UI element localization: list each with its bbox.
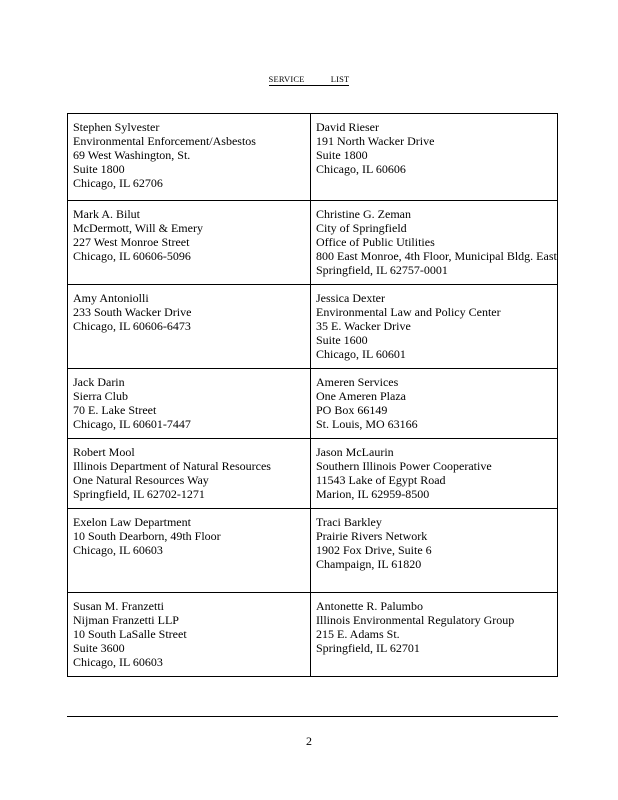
address-line: 215 E. Adams St. xyxy=(316,627,400,641)
service-list-body xyxy=(68,114,558,677)
address-line: Springfield, IL 62757-0001 xyxy=(316,263,448,277)
address-line: Nijman Franzetti LLP xyxy=(73,613,179,627)
service-list-table xyxy=(67,113,558,677)
table-row xyxy=(68,509,558,593)
address-line: 227 West Monroe Street xyxy=(73,235,190,249)
address-line: 10 South LaSalle Street xyxy=(73,627,187,641)
contact-name: Jessica Dexter xyxy=(316,291,385,305)
page-number: 2 xyxy=(306,734,312,748)
footer-rule xyxy=(67,716,558,717)
table-row xyxy=(68,285,558,369)
address-line: Springfield, IL 62701 xyxy=(316,641,420,655)
table-row xyxy=(68,114,558,201)
address-line: One Natural Resources Way xyxy=(73,473,209,487)
address-line: Chicago, IL 62706 xyxy=(73,176,163,190)
address-line: Chicago, IL 60606-5096 xyxy=(73,249,191,263)
title-right: LIST xyxy=(330,74,350,84)
address-line: 69 West Washington, St. xyxy=(73,148,191,162)
address-line: Springfield, IL 62702-1271 xyxy=(73,487,205,501)
address-cell-left xyxy=(68,369,311,439)
address-line: Environmental Enforcement/Asbestos xyxy=(73,134,256,148)
address-line: 191 North Wacker Drive xyxy=(316,134,435,148)
address-line: Chicago, IL 60603 xyxy=(73,655,163,669)
page-title xyxy=(0,74,618,86)
address-line: Chicago, IL 60601 xyxy=(316,347,406,361)
address-cell-left xyxy=(68,593,311,677)
address-line: Suite 1600 xyxy=(316,333,368,347)
address-line: Chicago, IL 60606-6473 xyxy=(73,319,191,333)
address-line: 800 East Monroe, 4th Floor, Municipal Bldg. East xyxy=(316,249,557,263)
address-line: Suite 1800 xyxy=(316,148,368,162)
address-line: City of Springfield xyxy=(316,221,407,235)
title-left: SERVICE xyxy=(268,74,305,84)
contact-name: Ameren Services xyxy=(316,375,399,389)
address-line: Office of Public Utilities xyxy=(316,235,435,249)
address-line: Environmental Law and Policy Center xyxy=(316,305,501,319)
contact-name: Traci Barkley xyxy=(316,515,382,529)
contact-name: Mark A. Bilut xyxy=(73,207,141,221)
table-row xyxy=(68,369,558,439)
address-cell-left xyxy=(68,285,311,369)
address-line: Illinois Department of Natural Resources xyxy=(73,459,271,473)
address-line: 35 E. Wacker Drive xyxy=(316,319,411,333)
address-cell-right xyxy=(311,285,558,369)
address-cell-right xyxy=(311,593,558,677)
contact-name: Susan M. Franzetti xyxy=(73,599,164,613)
address-cell-right xyxy=(311,509,558,593)
contact-name: Christine G. Zeman xyxy=(316,207,411,221)
address-line: 11543 Lake of Egypt Road xyxy=(316,473,446,487)
address-line: One Ameren Plaza xyxy=(316,389,406,403)
address-line: 70 E. Lake Street xyxy=(73,403,157,417)
contact-name: Jason McLaurin xyxy=(316,445,394,459)
contact-name: David Rieser xyxy=(316,120,379,134)
address-cell-left xyxy=(68,201,311,285)
address-line: 10 South Dearborn, 49th Floor xyxy=(73,529,221,543)
address-line: Chicago, IL 60606 xyxy=(316,162,406,176)
address-line: Southern Illinois Power Cooperative xyxy=(316,459,492,473)
address-cell-right xyxy=(311,201,558,285)
address-line: St. Louis, MO 63166 xyxy=(316,417,418,431)
address-line: Suite 3600 xyxy=(73,641,125,655)
address-line: Chicago, IL 60601-7447 xyxy=(73,417,191,431)
contact-name: Exelon Law Department xyxy=(73,515,191,529)
address-cell-right xyxy=(311,114,558,201)
address-line: Prairie Rivers Network xyxy=(316,529,428,543)
address-cell-left xyxy=(68,114,311,201)
contact-name: Amy Antoniolli xyxy=(73,291,149,305)
title-underline xyxy=(269,74,350,86)
address-line: McDermott, Will & Emery xyxy=(73,221,203,235)
address-line: Suite 1800 xyxy=(73,162,125,176)
address-line: Sierra Club xyxy=(73,389,128,403)
contact-name: Antonette R. Palumbo xyxy=(316,599,423,613)
address-line: 233 South Wacker Drive xyxy=(73,305,192,319)
address-line: Chicago, IL 60603 xyxy=(73,543,163,557)
address-line: Champaign, IL 61820 xyxy=(316,557,422,571)
address-line: PO Box 66149 xyxy=(316,403,388,417)
address-line: 1902 Fox Drive, Suite 6 xyxy=(316,543,432,557)
contact-name: Stephen Sylvester xyxy=(73,120,160,134)
address-cell-left xyxy=(68,509,311,593)
table-row xyxy=(68,439,558,509)
table-row xyxy=(68,593,558,677)
address-line: Illinois Environmental Regulatory Group xyxy=(316,613,515,627)
contact-name: Jack Darin xyxy=(73,375,125,389)
address-cell-left xyxy=(68,439,311,509)
table-row xyxy=(68,201,558,285)
address-cell-right xyxy=(311,439,558,509)
address-cell-right xyxy=(311,369,558,439)
address-line: Marion, IL 62959-8500 xyxy=(316,487,430,501)
contact-name: Robert Mool xyxy=(73,445,135,459)
